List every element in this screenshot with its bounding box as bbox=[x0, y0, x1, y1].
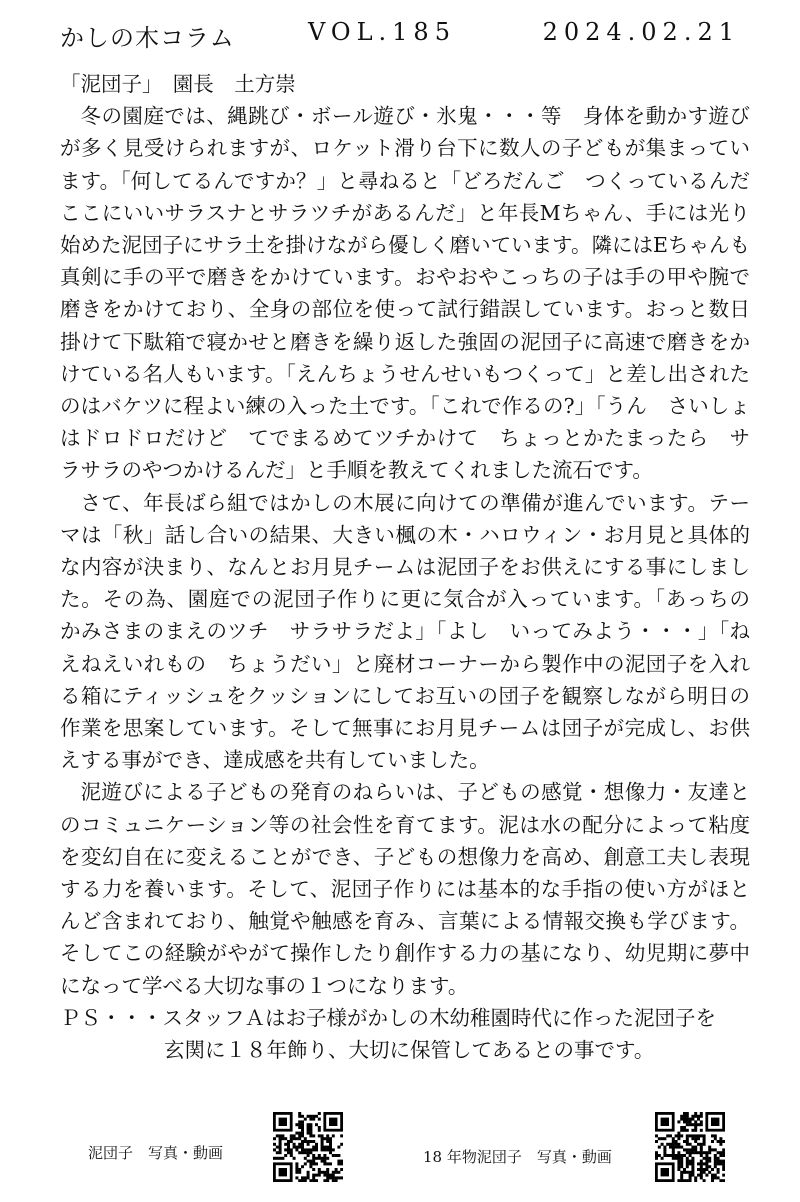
volume-number: VOL.185 bbox=[308, 18, 456, 46]
column-header bbox=[60, 18, 740, 58]
postscript-line-2: 玄関に１８年飾り、大切に保管してあるとの事です。 bbox=[164, 1038, 655, 1063]
qr-caption-18-year-dango: 18 年物泥団子 写真・動画 bbox=[423, 1148, 612, 1166]
column-title: かしの木コラム bbox=[60, 24, 235, 52]
postscript bbox=[60, 1002, 750, 1066]
postscript-line-1: ＰＳ・・・スタッフＡはお子様がかしの木幼稚園時代に作った泥団子を bbox=[60, 1005, 716, 1030]
article-byline: 「泥団子」 園長 土方崇 bbox=[60, 72, 296, 96]
qr-code-icon[interactable] bbox=[655, 1112, 725, 1182]
paragraph-3: 泥遊びによる子どもの発育のねらいは、子どもの感覚・想像力・友達とのコミュニケーション等の社会性を育てます。泥は水の配分によって粘度を変幻自在に変えることができ、子どもの想像力を高め、創意工夫し表現する力を養います。そして、泥団子作りには基本的な手指の使い方がほとんど含まれており、触覚や触感を育み、言葉による情報交換も学びます。そしてこの経験がやがて操作したり創作する力の基になり、幼児期に夢中になって学べる大切な事の１つになります。 bbox=[60, 780, 750, 998]
qr-code-row bbox=[0, 1110, 800, 1190]
qr-caption-dango: 泥団子 写真・動画 bbox=[88, 1144, 224, 1162]
issue-date: 2024.02.21 bbox=[542, 18, 740, 46]
paragraph-2: さて、年長ばら組ではかしの木展に向けての準備が進んでいます。テーマは「秋」話し合いの結果、大きい楓の木・ハロウィン・お月見と具体的な内容が決まり、なんとお月見チームは泥団子をお供えにする事にしました。その為、園庭での泥団子作りに更に気合が入っています。「あっちの かみさまのまえのツチ サラサラだよ」「よし いってみよう・・・」「ねえねえいれもの ちょうだい」と廃材コーナーから製作中の泥団子を入れる箱にティッシュをクッションにしてお互いの団子を観察しながら明日の作業を思案しています。そして無事にお月見チームは団子が完成し、お供えする事ができ、達成感を共有していました。 bbox=[60, 490, 771, 773]
paragraph-1: 冬の園庭では、縄跳び・ボール遊び・氷鬼・・・等 身体を動かす遊びが多く見受けられますが、ロケット滑り台下に数人の子どもが集まっています。「何してるんですか？」と尋ねると「どろだんご つくっているんだ ここにいいサラスナとサラツチがあるんだ」と年長Mちゃん、手には光り始めた泥団子にサラ土を掛けながら優しく磨いています。隣にはEちゃんも真剣に手の平で磨きをかけています。おやおやこっちの子は手の甲や腕で磨きをかけており、全身の部位を使って試行錯誤しています。おっと数日掛けて下駄箱で寝かせと磨きを繰り返した強固の泥団子に高速で磨きをかけている名人もいます。「えんちょうせんせいもつくって」と差し出されたのはバケツに程よい練の入った土です。「これで作るの?」「うん さいしょはドロドロだけど てでまるめてツチかけて ちょっとかたまったら サラサラのやつかけるんだ」と手順を教えてくれました流石です。 bbox=[60, 104, 771, 483]
qr-code-icon[interactable] bbox=[273, 1112, 343, 1182]
article-body bbox=[60, 68, 771, 1066]
